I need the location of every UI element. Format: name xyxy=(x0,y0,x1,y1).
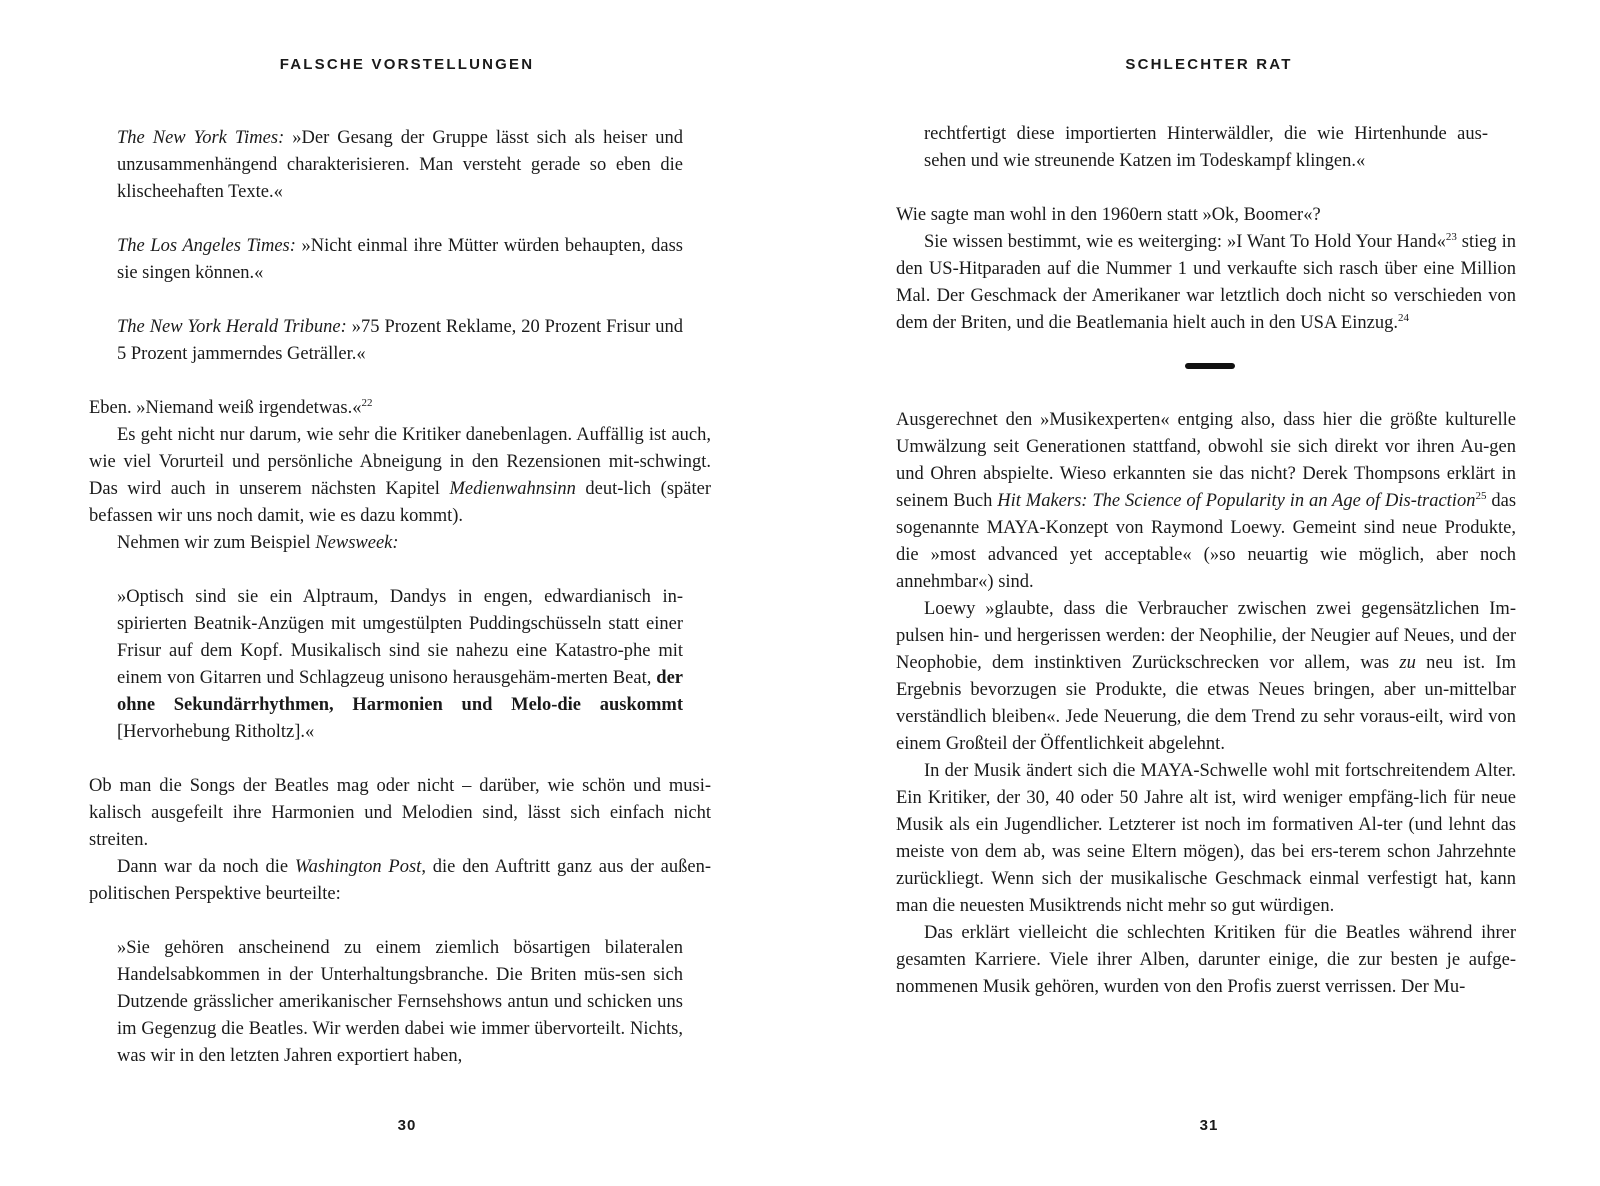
footnote-ref: 23 xyxy=(1445,231,1457,243)
paragraph-experten: Ausgerechnet den »Musikexperten« entging also, dass hier die größte kulturelle Umwälzung seit Generationen stattfand, obwohl sie sich direkt vor ihren Au-gen und Ohren abspielte. Wieso erkannten sie das nicht? Derek Thompsons erklärt in seinem Buch Hit Makers: The Science of Popularity in an Age of Dis-traction$^{25}$ das sogenannte MAYA-Konzept von Raymond Loewy. Gemeint sind neue Produkte, die »most advanced yet acceptable« (»so neuartig wie möglich, aber noch annehmbar«) sind. xyxy=(896,410,1517,592)
paragraph-hand: Sie wissen bestimmt, wie es weiterging: »I Want To Hold Your Hand«$^{23}$ stieg in den US-Hitparaden auf die Nummer 1 und verkaufte sich rasch über eine Million Mal. Der Geschmack der Amerikaner war letztlich doch nicht so verschieden von dem der Briten, und die Beatlemania hielt auch in den USA Einzug.$^{24}$ xyxy=(896,231,1516,333)
chapter-title: Medienwahnsinn xyxy=(449,479,576,499)
paragraph-newsweek: Nehmen wir zum Beispiel Newsweek: xyxy=(117,533,399,553)
quote-wapo: »Sie gehören anscheinend zu einem ziemlich bösartigen bilateralen Handelsabkommen in der Unterhaltungsbranche. Die Briten müs-sen sich Dutzende grässlicher amerikanischer Fernsehshows antun und schicken uns im Gegenzug die Beatles. Wir werden dabei wie immer übervorteilt. Nichts, was wir in den letzten Jahren exportiert haben, xyxy=(117,938,683,1066)
paragraph-erklaert: Das erklärt vielleicht die schlechten Kritiken für die Beatles während ihrer gesamten Karriere. Viele ihrer Alben, darunter einige, die zur besten je aufge-nommenen Musik gehören, wurden von den Profis zuerst verrissen. Der Mu- xyxy=(896,923,1516,997)
publication-name: Newsweek: xyxy=(315,533,399,553)
paragraph-kritiker: Es geht nicht nur darum, wie sehr die Kritiker danebenlagen. Auffällig ist auch, wie viel Vorurteil und persönliche Abneigung in den Rezensionen mit-schwingt. Das wird auch in unserem nächsten Kapitel Medienwahnsinn deut-lich (später befassen wir uns noch damit, wie es dazu kommt). xyxy=(89,425,711,526)
quote-nyt xyxy=(117,125,683,206)
section-break-mark xyxy=(1185,363,1235,369)
left-body-text xyxy=(89,125,711,1070)
emphasized-word: zu xyxy=(1399,653,1416,673)
quote-text: »Der Gesang der Gruppe lässt sich als heiser und unzusammenhängend charakterisieren. Man versteht gerade so eben die klischeehaften Texte.« xyxy=(117,128,684,202)
publication-name: Washington Post xyxy=(294,857,422,877)
footnote-ref: 24 xyxy=(1397,312,1409,324)
paragraph-eben: Eben. »Niemand weiß irgendetwas.«$^{22}$ xyxy=(89,397,373,418)
paragraph-loewy: Loewy »glaubte, dass die Verbraucher zwischen zwei gegensätzlichen Im-pulsen hin- und hergerissen werden: der Neophilie, der Neugier auf Neues, und der Neophobie, dem instinktiven Zurückschrecken vor allem, was zu neu ist. Im Ergebnis bevorzugen sie Produkte, die etwas Neues bringen, aber un-mittelbar verständlich bleiben«. Jede Neuerung, die dem Trend zu sehr voraus-eilt, wird von einem Großteil der Öffentlichkeit abgelehnt. xyxy=(896,599,1516,754)
footnote-ref: 25 xyxy=(1475,490,1487,502)
right-body-text xyxy=(896,121,1516,1001)
quote-source: The New York Herald Tribune: xyxy=(117,317,347,337)
page-number-right: 31 xyxy=(1199,1117,1219,1134)
paragraph-musik: In der Musik ändert sich die MAYA-Schwelle wohl mit fortschreitendem Alter. Ein Kritiker, der 30, 40 oder 50 Jahre alt ist, wird weniger empfäng-lich für neue Musik als ein Jugendlicher. Letzterer ist noch im formativen Al-ter (und lehnt das meiste von dem ab, was seine Eltern mögen), das bei ers-terem schon Jahrzehnte zurückliegt. Wenn sich der musikalische Geschmack einmal verfestigt hat, kann man die neuesten Musiktrends nicht mehr so gut würdigen. xyxy=(896,761,1516,916)
quote-continued: rechtfertigt diese importierten Hinterwäldler, die wie Hirtenhunde aus-sehen und wie streunende Katzen im Todeskampf klingen.« xyxy=(924,124,1488,171)
quote-source: The New York Times: xyxy=(117,128,285,148)
book-title: Hit Makers: The Science of Popularity in an Age of Dis-traction xyxy=(997,491,1476,511)
quote-lat xyxy=(117,233,683,287)
page-number-left: 30 xyxy=(397,1117,417,1134)
paragraph-boomer: Wie sagte man wohl in den 1960ern statt »Ok, Boomer«? xyxy=(896,205,1321,225)
paragraph-songs: Ob man die Songs der Beatles mag oder nicht – darüber, wie schön und musi-kalisch ausgefeilt ihre Harmonien und Melodien sind, lässt sich einfach nicht streiten. xyxy=(89,776,711,850)
footnote-ref: 22 xyxy=(361,397,373,409)
running-head-left: FALSCHE VORSTELLUNGEN xyxy=(279,56,535,73)
right-page xyxy=(896,0,1516,1186)
emphasized-text: der ohne Sekundärrhythmen, Harmonien und Melo-die auskommt xyxy=(117,668,683,715)
quote-text: »Nicht einmal ihre Mütter würden behaupten, dass sie singen können.« xyxy=(117,236,684,283)
paragraph-wapo: Dann war da noch die Washington Post, die den Auftritt ganz aus der außen-politischen Perspektive beurteilte: xyxy=(89,857,711,904)
quote-nyht xyxy=(117,314,683,368)
quote-source: The Los Angeles Times: xyxy=(117,236,296,256)
running-head-right: SCHLECHTER RAT xyxy=(1125,56,1293,73)
left-page xyxy=(89,0,711,1186)
quote-text: »75 Prozent Reklame, 20 Prozent Frisur und 5 Prozent jammerndes Geträller.« xyxy=(117,317,684,364)
quote-newsweek: »Optisch sind sie ein Alptraum, Dandys in engen, edwardianisch in-spirierten Beatnik-Anzügen mit umgestülpten Puddingschüsseln statt einer Frisur auf dem Kopf. Musikalisch sind sie nahezu eine Katastro-phe mit einem von Gitarren und Schlagzeug unisono herausgehäm-merten Beat, der ohne Sekundärrhythmen, Harmonien und Melo-die auskommt [Hervorhebung Ritholtz].« xyxy=(117,587,683,742)
